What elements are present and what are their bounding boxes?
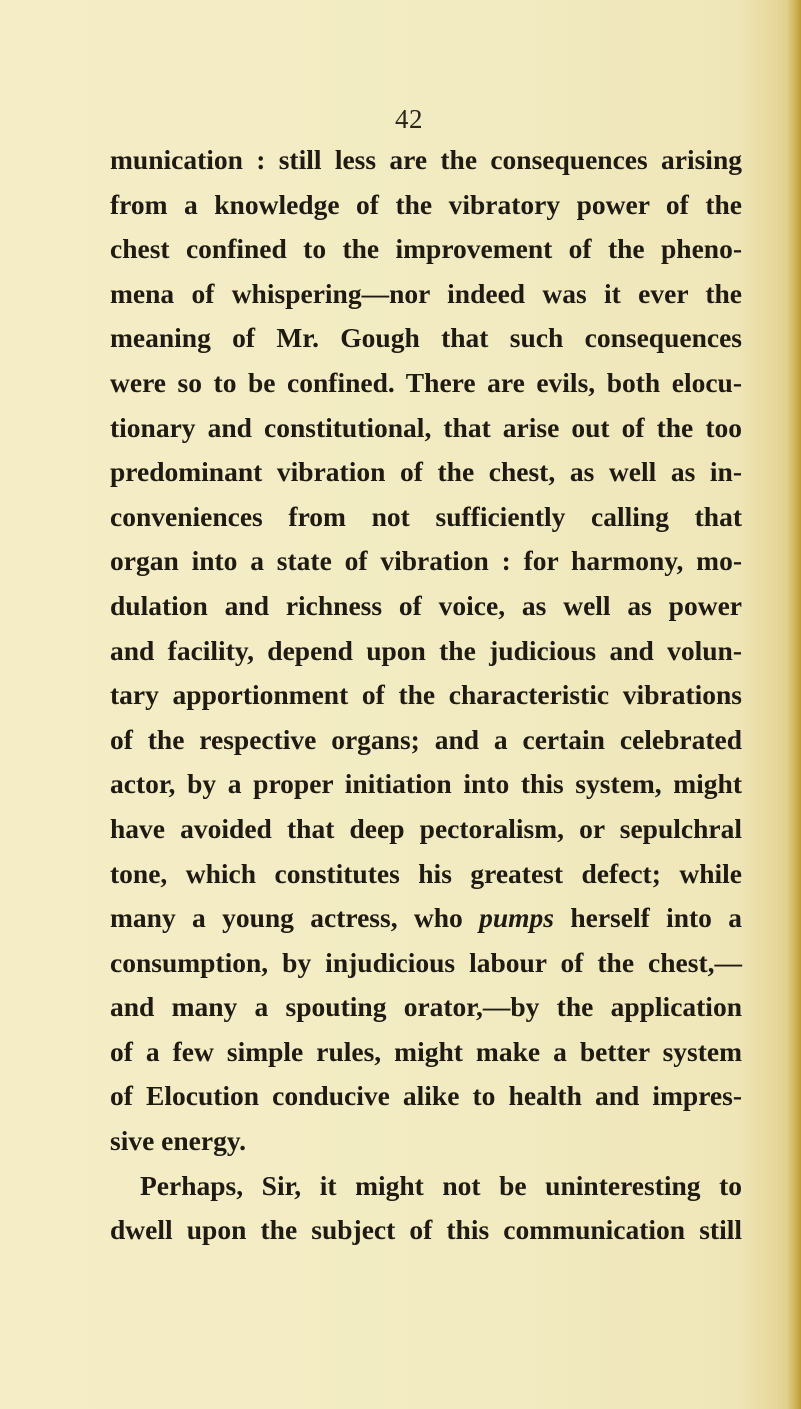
page-number: 42 (395, 104, 423, 134)
text-line: dulation and richness of voice, as well as power (110, 589, 742, 621)
text-line: actor, by a proper initiation into this system, might (110, 768, 742, 800)
text-line: chest confined to the improvement of the pheno- (110, 233, 742, 265)
text-line-with-italic (110, 896, 742, 941)
text-line: have avoided that deep pectoralism, or sepulchral (110, 812, 742, 844)
page-edge-shading (787, 0, 801, 1409)
text-line: conveniences from not sufficiently calling that (110, 500, 742, 532)
text-line: consumption, by injudicious labour of the chest,— (110, 946, 742, 978)
text-line: and many a spouting orator,—by the application (110, 991, 742, 1023)
text-line: were so to be confined. There are evils, both elocu- (110, 366, 742, 398)
text-line-paragraph-start: Perhaps, Sir, it might not be uninteresting to (140, 1169, 742, 1201)
text-line: munication : still less are the consequences arising (110, 144, 742, 175)
text-line: of a few simple rules, might make a better system (110, 1035, 742, 1067)
text-segment: herself into a (554, 902, 742, 934)
text-line: meaning of Mr. Gough that such consequences (110, 322, 742, 354)
italic-word: pumps (479, 902, 555, 934)
text-line: dwell upon the subject of this communication still (110, 1214, 742, 1246)
text-line-paragraph-end: sive energy. (110, 1125, 246, 1157)
text-line: predominant vibration of the chest, as well as in- (110, 456, 742, 488)
text-line: of Elocution conducive alike to health and impres- (110, 1080, 742, 1112)
text-line: tary apportionment of the characteristic vibrations (110, 679, 742, 711)
text-line: from a knowledge of the vibratory power of the (110, 188, 742, 220)
body-text (110, 138, 742, 1253)
text-line: and facility, depend upon the judicious and volun- (110, 634, 742, 666)
text-segment: many a young actress, who (110, 902, 480, 934)
text-line: mena of whispering—nor indeed was it ever the (110, 277, 742, 309)
text-line: organ into a state of vibration : for harmony, mo- (110, 545, 742, 577)
text-line: tone, which constitutes his greatest defect; while (110, 857, 742, 889)
text-line: tionary and constitutional, that arise out of the too (110, 411, 742, 443)
text-line: of the respective organs; and a certain celebrated (110, 723, 742, 755)
